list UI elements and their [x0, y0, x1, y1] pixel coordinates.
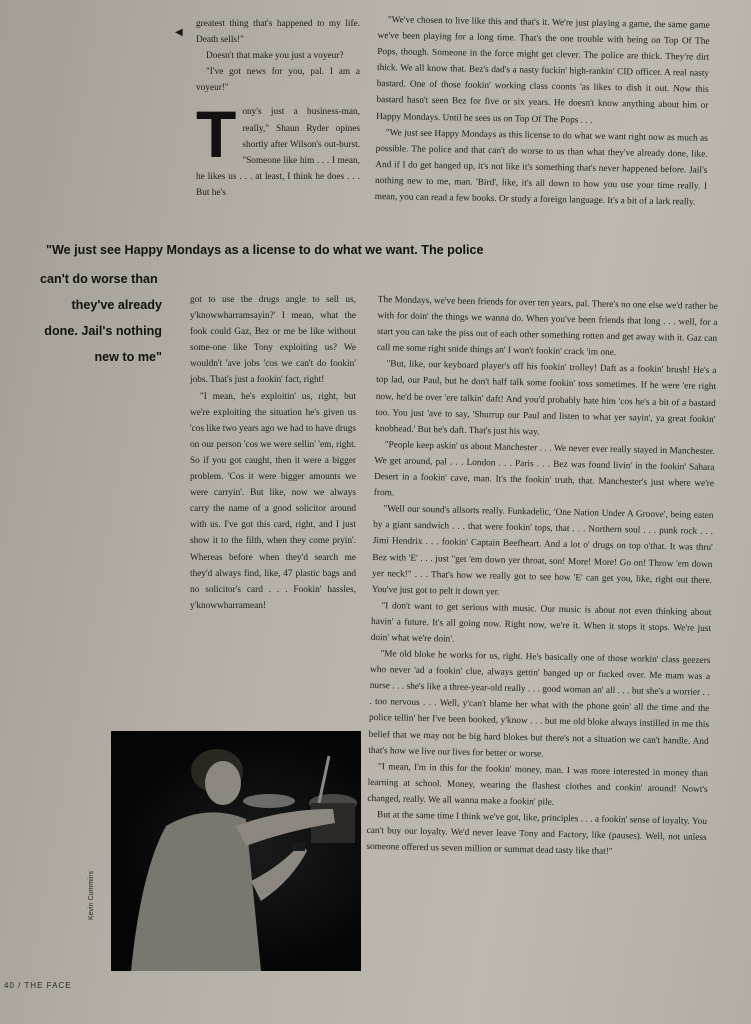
column-d	[366, 292, 718, 862]
column-b	[375, 12, 710, 211]
paragraph-text: ony's just a business-man, really," Shaun Ryder opines shortly after Wilson's out-burst. "Someone like him . . . I mean, he likes us . . . at least, I think he does . . . But he's	[196, 107, 360, 198]
paragraph: got to use the drugs angle to sell us, y'knowwharramsayin?' I mean, what the fook could Gaz, Bez or me be like without some-one like Tony exploiting us? We wouldn't 'ave jobs 'cos we can't do fookin' jobs. That's just a fookin' fact, right!	[190, 295, 356, 386]
cymbal-shape	[243, 794, 295, 808]
pull-quote-line: done. Jail's nothing	[44, 324, 162, 338]
drummer-photo	[111, 731, 361, 971]
paragraph: "We've chosen to live like this and that's it. We're just playing a game, the same game we've been playing for a long time. That's the one trouble with being on Top Of The Pops, though. Someone in the force might get clever. The police are thick. They're dirt thick. We all know that. Bez's dad's a nasty fuckin' high-rankin' CID officer. A real nasty bastard. One of those fookin' working class coonts 'as likes to dish it out. Now this bastard hasn't seen Bez for five or six years. He doesn't know anything about him or Happy Mondays. Until he sees us on Top Of The Pops . . .	[376, 15, 710, 126]
continuation-arrow-icon: ◀	[175, 27, 183, 38]
paragraph: "I've got news for you, pal. I am a voyeur!"	[196, 67, 360, 94]
paragraph: greatest thing that's happened to my life. Death sells!"	[196, 19, 360, 46]
pull-quote-line: they've already	[71, 298, 162, 312]
photo-credit: Kevin Cummins	[88, 870, 95, 920]
paragraph: "I mean, I'm in this for the fookin' money, man. I was more interested in money than learning at school. Money, wearing the flashest clothes and cookin' around! Nowt's changed, really. We all wanna make a fookin' pile.	[367, 761, 709, 808]
paragraph: "Well our sound's allsorts really. Funkadelic, 'One Nation Under A Groove', being eaten by a giant sandwich . . . that were fookin' tops, that . . . Northern soul . . . punk rock . . . Jimi Hendrix . . . fookin' Captain Beefheart. And a lot o' drugs on top o'that. It was thru' Bez with 'E' . . . just "get 'em down yer throat, son! More! More! Go on! Throw 'em down yer neck!" . . . That's how we really got to see how 'E' can get you, like, right out there. You've just got to pelt it down yer.	[371, 504, 714, 598]
column-c	[190, 292, 356, 614]
face-shape	[205, 761, 241, 805]
page-folio: 40 / THE FACE	[4, 981, 72, 990]
dropcap: T	[196, 97, 237, 172]
column-a	[196, 16, 360, 201]
dropcap-paragraph	[196, 97, 360, 201]
pull-quote-line: new to me"	[94, 350, 162, 364]
paragraph: "I mean, he's exploitin' us, right, but we're exploiting the situation he's given us 'cos like two years ago we had to have drugs on our person 'cos we were sellin' 'em, right. So if you got caught, then it were a bigger problem. 'Cos it were bigger amounts we were carryin'. But like, now we always carry the name of a good solicitor around with us. I've got this card, right, and I just show it to the filth, when they come pryin'. Whereas before when they'd search me they'd always find, like, 47 plastic bags and no solicitor's card . . . Fookin' hassles, y'knowwharramean!	[190, 391, 356, 611]
paragraph: But at the same time I think we've got, like, principles . . . a fookin' sense of loyalty. You can't buy our loyalty. We'd never leave Tony and Factory, like (pauses). Well, not unless someone offered us seven million or summat dead tasty like that!"	[366, 810, 708, 858]
paragraph: "But, like, our keyboard player's off his fookin' trolley! Daft as a fookin' brush! He's a top lad, our Paul, but he don't half talk some fookin' toss sometimes. If he were 'ere right now, he'd be over 'ere talkin' daft! And you'd probably hate him 'cos he's a bit of a bastard too. You just 'ave to say, 'Shurrup our Paul and listen to what yer sayin', ya great fookin' knobhead.' But he's daft. That's just his way.	[375, 359, 717, 438]
wristband-shape	[293, 843, 305, 851]
drummer-photo-illustration	[111, 731, 361, 971]
paragraph: "We just see Happy Mondays as this license to do what we want right now as much as possible. The police and that can't do worse to us than what they've already done, like. And if I do get banged up, it's not like it's something that's never happened before. Jail's nothing new to me, man. 'Bird', like, it's all down to how you use your time really. I mean, you can read a few books. Or study a foreign language. It's a bit of a lark really.	[374, 127, 708, 208]
paragraph: Doesn't that make you just a voyeur?	[206, 51, 344, 62]
paragraph: "Me old bloke he works for us, right. He's basically one of those workin' class geezers who never 'ad a fookin' clue, always gettin' banged up or fucked over. Me mam was a nurse . . . she's like a three-year-old really . . . good woman an' all . . . but she's a worrier . . . too nervous . . . Well, y'can't blame her what with the phone goin' all the time and the police tellin' her I've been booked, y'know . . . but me old bloke always instilled in me this belief that we may not be big hard blokes but there's not a situation we can't handle. And that's how we live our lives for better or worse.	[368, 649, 711, 760]
arm-shape	[251, 843, 307, 901]
paragraph: "I don't want to get serious with music. Our music is about not even thinking about havin' a future. It's all going now. Right now, we're it. When it stops it stops. We're just doin' what we're doin'.	[370, 600, 712, 645]
paragraph: The Mondays, we've been friends for over ten years, pal. There's no one else we'd rather be with for doin' the things we wanna do. When you've been friends that long . . . well, for a start you can take the piss out of each other something rotten and get away with it. Gaz can call me some right snide things an' I won't fookin' crack 'im one.	[376, 294, 718, 359]
paragraph: "People keep askin' us about Manchester . . . We never ever really stayed in Manchester. We get around, pal . . . London . . . Paris . . . Bez was found livin' in the fookin' Sahara Desert in a fookin' cave, man. It's the fookin' truth, that. Manchester's just where we're from.	[373, 440, 715, 499]
pull-quote-line: "We just see Happy Mondays as a license to do what we want. The police	[46, 243, 484, 257]
pull-quote-line: can't do worse than	[40, 272, 158, 286]
